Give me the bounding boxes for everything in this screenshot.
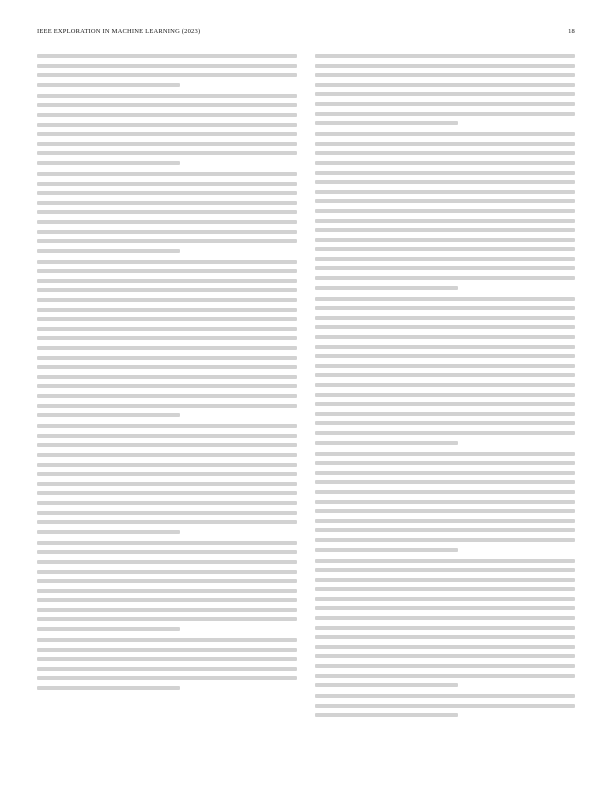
text-line-placeholder [315, 568, 575, 572]
text-line-placeholder [315, 431, 575, 435]
text-line-placeholder [315, 112, 575, 116]
text-line-placeholder [315, 548, 458, 552]
text-line-placeholder [37, 161, 180, 165]
text-line-placeholder [315, 616, 575, 620]
body-paragraph [315, 559, 575, 688]
text-line-placeholder [315, 393, 575, 397]
text-line-placeholder [37, 404, 297, 408]
text-line-placeholder [37, 541, 297, 545]
text-line-placeholder [315, 500, 575, 504]
text-line-placeholder [315, 538, 575, 542]
text-line-placeholder [37, 249, 180, 253]
text-line-placeholder [315, 54, 575, 58]
text-line-placeholder [37, 424, 297, 428]
text-line-placeholder [315, 471, 575, 475]
text-line-placeholder [37, 73, 297, 77]
text-line-placeholder [315, 276, 575, 280]
text-line-placeholder [315, 247, 575, 251]
text-line-placeholder [315, 383, 575, 387]
text-line-placeholder [37, 589, 297, 593]
text-line-placeholder [315, 683, 458, 687]
text-line-placeholder [37, 686, 180, 690]
body-paragraph [37, 424, 297, 534]
text-line-placeholder [315, 461, 575, 465]
text-line-placeholder [315, 373, 575, 377]
text-line-placeholder [315, 713, 458, 717]
text-line-placeholder [315, 626, 575, 630]
text-line-placeholder [315, 704, 575, 708]
text-line-placeholder [315, 402, 575, 406]
text-line-placeholder [315, 257, 575, 261]
text-line-placeholder [37, 550, 297, 554]
text-line-placeholder [315, 102, 575, 106]
text-line-placeholder [37, 103, 297, 107]
text-line-placeholder [315, 142, 575, 146]
text-line-placeholder [315, 452, 575, 456]
text-line-placeholder [315, 664, 575, 668]
text-line-placeholder [315, 161, 575, 165]
text-line-placeholder [315, 228, 575, 232]
body-paragraph [315, 54, 575, 125]
text-line-placeholder [315, 528, 575, 532]
text-line-placeholder [315, 316, 575, 320]
running-header [37, 28, 575, 40]
text-line-placeholder [315, 597, 575, 601]
text-line-placeholder [37, 298, 297, 302]
text-line-placeholder [315, 180, 575, 184]
text-line-placeholder [37, 201, 297, 205]
text-line-placeholder [37, 142, 297, 146]
text-line-placeholder [37, 94, 297, 98]
text-line-placeholder [37, 239, 297, 243]
text-line-placeholder [37, 453, 297, 457]
text-line-placeholder [37, 54, 297, 58]
text-line-placeholder [315, 151, 575, 155]
text-line-placeholder [315, 83, 575, 87]
text-line-placeholder [37, 501, 297, 505]
text-line-placeholder [315, 190, 575, 194]
text-line-placeholder [37, 172, 297, 176]
body-paragraph [37, 260, 297, 418]
body-paragraph [37, 54, 297, 87]
text-line-placeholder [315, 266, 575, 270]
text-line-placeholder [315, 654, 575, 658]
text-line-placeholder [37, 598, 297, 602]
text-line-placeholder [37, 288, 297, 292]
text-line-placeholder [315, 519, 575, 523]
text-line-placeholder [315, 335, 575, 339]
text-line-placeholder [315, 480, 575, 484]
text-line-placeholder [315, 490, 575, 494]
text-line-placeholder [315, 209, 575, 213]
text-line-placeholder [37, 327, 297, 331]
text-line-placeholder [37, 375, 297, 379]
text-line-placeholder [37, 434, 297, 438]
text-line-placeholder [37, 269, 297, 273]
text-line-placeholder [37, 336, 297, 340]
text-line-placeholder [37, 667, 297, 671]
text-line-placeholder [37, 570, 297, 574]
text-line-placeholder [37, 676, 297, 680]
body-paragraph [315, 297, 575, 445]
text-line-placeholder [37, 260, 297, 264]
text-line-placeholder [37, 520, 297, 524]
text-line-placeholder [315, 606, 575, 610]
text-line-placeholder [315, 354, 575, 358]
text-line-placeholder [315, 199, 575, 203]
text-line-placeholder [37, 413, 180, 417]
text-line-placeholder [37, 365, 297, 369]
text-line-placeholder [315, 325, 575, 329]
text-line-placeholder [37, 83, 180, 87]
text-line-placeholder [37, 472, 297, 476]
text-line-placeholder [315, 306, 575, 310]
body-paragraph [37, 541, 297, 631]
text-line-placeholder [37, 64, 297, 68]
text-line-placeholder [37, 560, 297, 564]
right-column [315, 54, 575, 724]
body-paragraph [37, 94, 297, 165]
page-number: 18 [568, 28, 575, 35]
text-line-placeholder [37, 191, 297, 195]
text-line-placeholder [315, 171, 575, 175]
text-line-placeholder [315, 509, 575, 513]
text-line-placeholder [315, 412, 575, 416]
body-paragraph [315, 452, 575, 552]
text-line-placeholder [37, 608, 297, 612]
text-line-placeholder [315, 92, 575, 96]
text-line-placeholder [37, 657, 297, 661]
text-line-placeholder [315, 694, 575, 698]
text-line-placeholder [315, 587, 575, 591]
text-line-placeholder [315, 578, 575, 582]
body-paragraph [315, 694, 575, 717]
text-line-placeholder [37, 511, 297, 515]
text-line-placeholder [315, 441, 458, 445]
text-line-placeholder [37, 443, 297, 447]
text-line-placeholder [315, 345, 575, 349]
text-line-placeholder [37, 123, 297, 127]
text-line-placeholder [315, 297, 575, 301]
text-line-placeholder [315, 559, 575, 563]
text-line-placeholder [37, 346, 297, 350]
text-line-placeholder [37, 638, 297, 642]
text-line-placeholder [37, 230, 297, 234]
text-line-placeholder [315, 635, 575, 639]
text-line-placeholder [37, 182, 297, 186]
body-paragraph [315, 132, 575, 290]
text-line-placeholder [37, 279, 297, 283]
text-line-placeholder [37, 627, 180, 631]
text-line-placeholder [315, 238, 575, 242]
text-line-placeholder [315, 674, 575, 678]
text-line-placeholder [37, 491, 297, 495]
text-line-placeholder [37, 463, 297, 467]
text-line-placeholder [37, 482, 297, 486]
text-line-placeholder [315, 421, 575, 425]
text-line-placeholder [37, 308, 297, 312]
text-line-placeholder [315, 364, 575, 368]
text-line-placeholder [315, 219, 575, 223]
body-paragraph [37, 638, 297, 690]
text-line-placeholder [37, 210, 297, 214]
text-line-placeholder [315, 132, 575, 136]
text-line-placeholder [315, 286, 458, 290]
text-line-placeholder [37, 356, 297, 360]
left-column [37, 54, 297, 697]
text-line-placeholder [315, 73, 575, 77]
text-line-placeholder [37, 220, 297, 224]
text-line-placeholder [37, 617, 297, 621]
text-line-placeholder [315, 645, 575, 649]
text-line-placeholder [37, 151, 297, 155]
text-line-placeholder [37, 648, 297, 652]
text-line-placeholder [37, 132, 297, 136]
text-line-placeholder [37, 530, 180, 534]
text-line-placeholder [315, 121, 458, 125]
text-line-placeholder [37, 317, 297, 321]
text-line-placeholder [37, 384, 297, 388]
text-line-placeholder [315, 64, 575, 68]
body-paragraph [37, 172, 297, 253]
text-line-placeholder [37, 579, 297, 583]
text-line-placeholder [37, 394, 297, 398]
journal-title: IEEE EXPLORATION IN MACHINE LEARNING (2023) [37, 28, 201, 35]
text-line-placeholder [37, 113, 297, 117]
